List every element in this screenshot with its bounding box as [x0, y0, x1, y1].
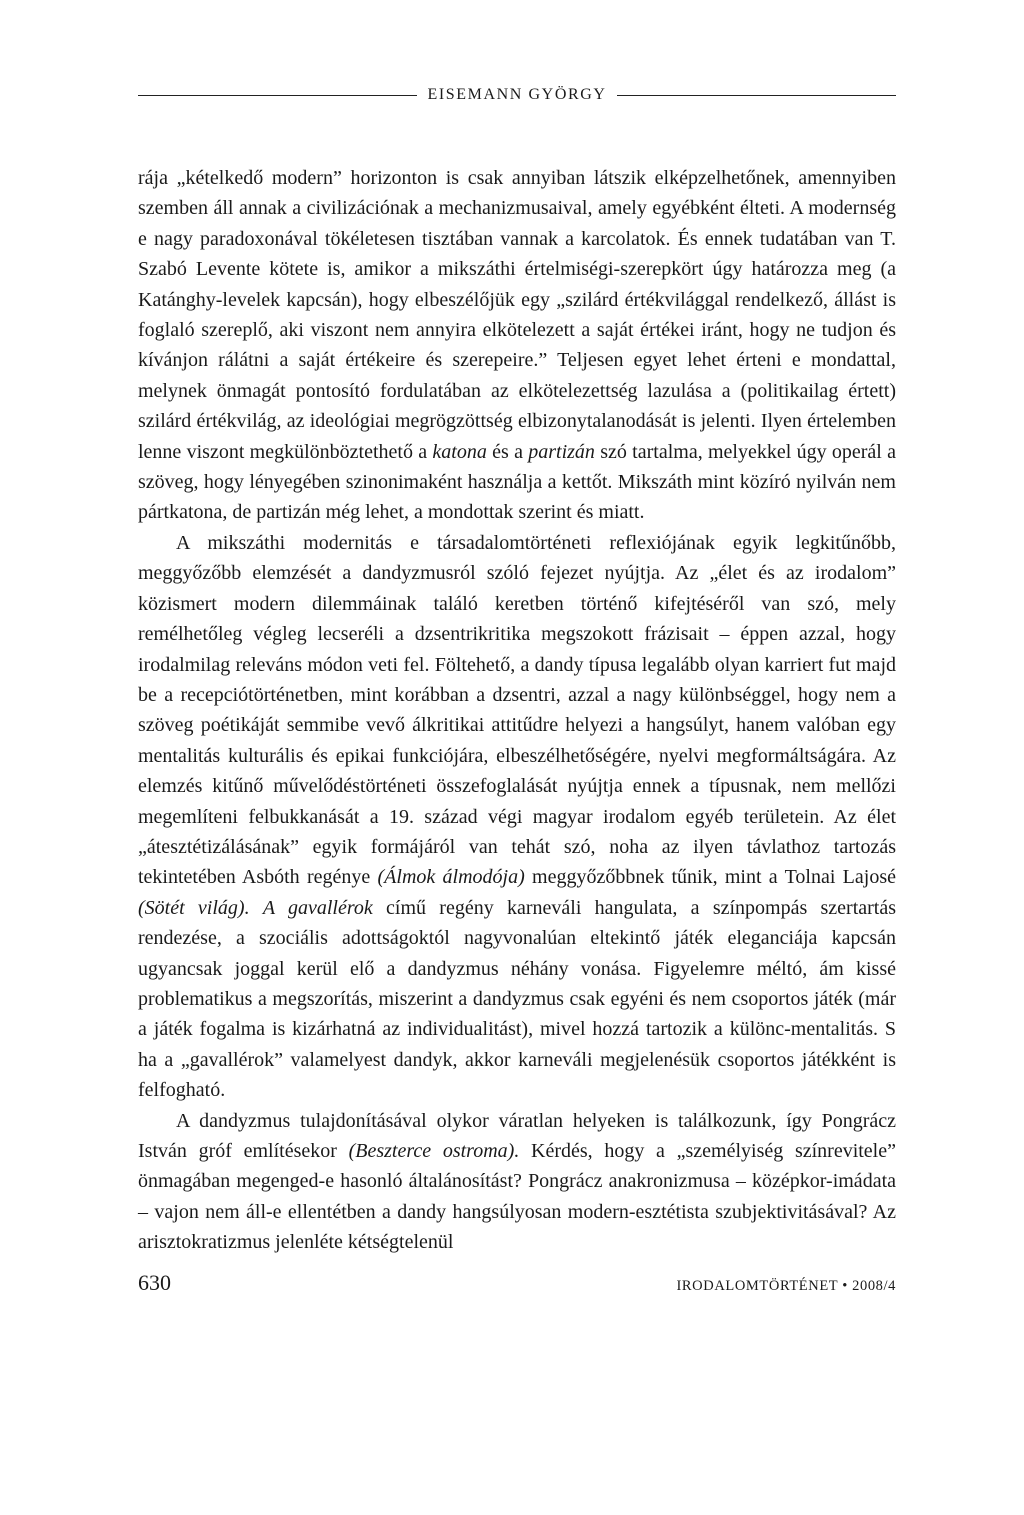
- italic-title: (Beszterce ostroma).: [348, 1140, 520, 1162]
- text-segment: című regény karneváli hangulata, a színpompás szertartás rendezése, a szociális adottságoktól nagyvonalúan eltekintő játék eleganciája kapcsán ugyancsak joggal kerül elő a dandyzmus néhány vonása. Figyelemre méltó, ám kissé problematikus a megszorítás, miszerint a dandyzmus csak egyéni és nem csoportos játék (már a játék fogalma is kizárhatná az individualitást), mivel hozzá tartozik a különc-mentalitás. S ha a „gavallérok” valamelyest dandyk, akkor karneváli megjelenésük csoportos játékként is felfogható.: [138, 896, 897, 1102]
- text-segment: A dandyzmus tulajdonításával olykor váratlan helyeken is találkozunk, így Pongrácz István gróf említésekor: [138, 1109, 896, 1162]
- paragraph: [138, 1106, 896, 1258]
- italic-title: (Álmok álmodója): [377, 866, 525, 889]
- header-rule-left: [138, 95, 417, 96]
- text-segment: szó tartalma, melyekkel úgy operál a szöveg, hogy lényegében szinonimaként használja a kettőt. Mikszáth mint közíró nyilván nem pártkatona, de partizán még lehet, a mondottak szerint és miatt.: [138, 440, 896, 524]
- page-number: 630: [138, 1270, 171, 1295]
- italic-title: A gavallérok: [262, 896, 373, 919]
- paragraph: [138, 528, 896, 1106]
- text-segment: A mikszáthi modernitás e társadalomtörténeti reflexiójának egyik legkitűnőbb, meggyőzőbb elemzését a dandyzmusról szóló fejezet nyújtja. Az „élet és az irodalom” közismert modern dilemmáinak találó keretben történő kifejtéséről van szó, mely remélhetőleg végleg lecseréli a dzsentrikritika megszokott frázisait – éppen azzal, hogy irodalmilag releváns módon veti fel. Föltehető, a dandy típusa legalább olyan karriert fut majd be a recepciótörténetben, mint korábban a dzsentri, azzal a nagy különbséggel, hogy nem a szöveg poétikáját semmibe vevő álkritikai attitűdre helyezi a hangsúlyt, hanem valóban egy mentalitás kulturális és epikai funkciójára, elbeszélhetőségére, nyelvi megformáltságára. Az elemzés kitűnő művelődéstörténeti összefoglalását nyújtja ennek a típusnak, nem mellőzi megemlíteni felbukkanását a 19. század végi magyar irodalom egyéb területein. Az élet „átesztétizálásának” egyik formájáról van tehát szó, noha az ilyen távlathoz tartozás tekintetében Asbóth regénye: [138, 531, 896, 889]
- italic-term: katona: [432, 440, 487, 463]
- text-segment: és a: [486, 440, 529, 463]
- journal-citation: IRODALOMTÖRTÉNET • 2008/4: [676, 1278, 896, 1294]
- running-head-author: EISEMANN GYÖRGY: [427, 86, 607, 103]
- body-text: [138, 163, 896, 1258]
- text-segment: [250, 897, 263, 919]
- header-rule-right: [617, 95, 896, 96]
- italic-title: (Sötét világ).: [138, 896, 250, 919]
- paragraph: [138, 163, 896, 528]
- text-segment: Kérdés, hogy a „személyiség színrevitele” önmagában megenged-e hasonló általánosítást? Pongrácz anakronizmusa – középkor-imádata – vajon nem áll-e ellentétben a dandy hangsúlyosan modern-esztétista szubjektivitásával? Az arisztokratizmus jelenléte kétségtelenül: [138, 1140, 896, 1254]
- text-segment: meggyőzőbbnek tűnik, mint a Tolnai Lajosé: [524, 866, 896, 889]
- running-head: [138, 86, 896, 104]
- italic-term: partizán: [528, 440, 595, 463]
- page-footer: [138, 1270, 896, 1296]
- text-segment: rája „kételkedő modern” horizonton is csak annyiban látszik elképzelhetőnek, amennyiben szemben áll annak a civilizációnak a mechanizmusaival, amely egyébként élteti. A modernség e nagy paradoxonával tökéletesen tisztában vannak a karcolatok. És ennek tudatában van T. Szabó Levente kötete is, amikor a mikszáthi értelmiségi-szerepkört úgy határozza meg (a Katánghy-levelek kapcsán), hogy elbeszélőjük egy „szilárd értékvilággal rendelkező, állást is foglaló szereplő, aki viszont nem annyira elkötelezett a saját értékei iránt, hogy ne tudjon és kívánjon rálátni a saját értékeire és szerepeire.” Teljesen egyet lehet érteni e mondattal, melynek önmagát pontosító fordulatában az elkötelezettség lazulása a (politikailag értett) szilárd értékvilág, az ideológiai megrögzöttség elbizonytalanodását is jelenti. Ilyen értelemben lenne viszont megkülönböztethető a: [138, 167, 896, 463]
